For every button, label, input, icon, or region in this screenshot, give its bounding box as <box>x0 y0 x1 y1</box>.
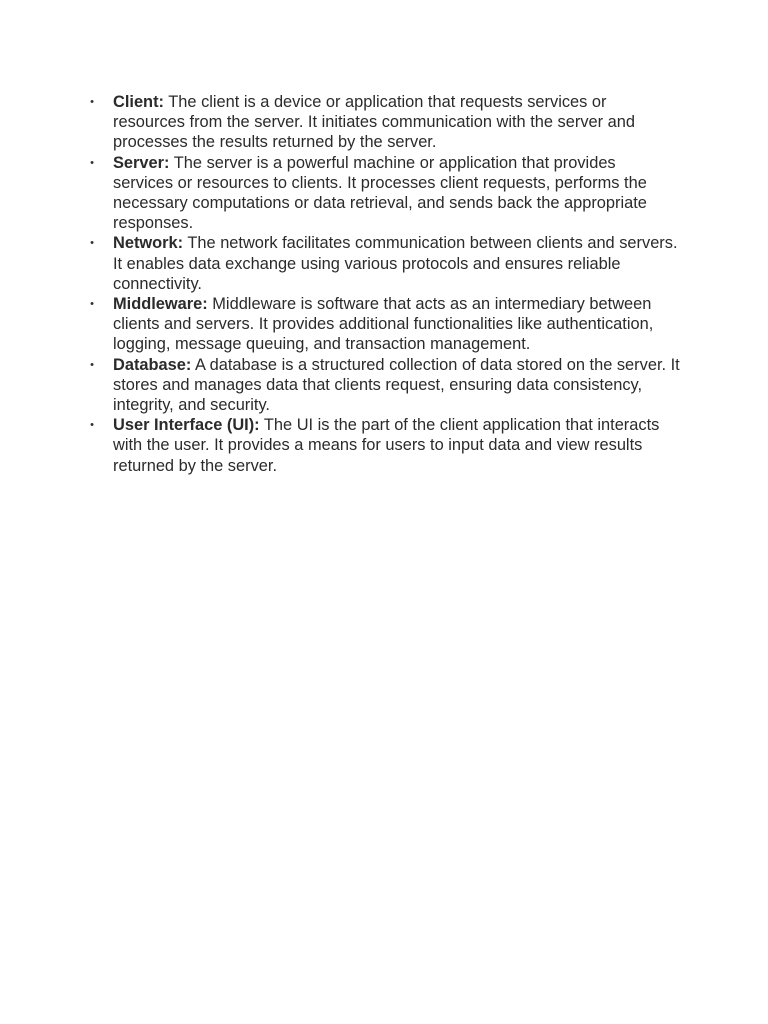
bullet-icon: • <box>90 237 94 250</box>
bullet-icon: • <box>90 358 94 371</box>
list-item-term: Client: <box>113 93 164 111</box>
bullet-icon: • <box>90 298 94 311</box>
bullet-icon: • <box>90 96 94 108</box>
document-page <box>0 92 768 476</box>
list-item-user-interface <box>0 415 768 476</box>
list-item-term: Middleware: <box>113 295 208 314</box>
list-item-term: Server: <box>113 153 170 172</box>
list-item-text: Middleware is software that acts as an intermediary between clients and servers. It provides additional functionalities like authentication, logging, message queuing, and transaction management. <box>113 295 654 354</box>
list-item-term: Database: <box>113 355 192 374</box>
list-item-term: User Interface (UI): <box>113 416 260 435</box>
list-item-client <box>0 92 768 153</box>
bullet-list <box>0 92 768 476</box>
list-item-server <box>0 153 768 234</box>
list-item-database <box>0 355 768 416</box>
list-item-term: Network: <box>113 234 184 253</box>
list-item-text: A database is a structured collection of data stored on the server. It stores and manages data that clients request, ensuring data consistency, integrity, and security. <box>113 355 680 415</box>
bullet-icon: • <box>90 419 94 432</box>
list-item-middleware <box>0 294 768 355</box>
list-item-text: The server is a powerful machine or application that provides services or resources to clients. It processes client requests, performs the necessary computations or data retrieval, and sends back the appropriate responses. <box>113 153 647 233</box>
list-item-network <box>0 233 768 294</box>
bullet-icon: • <box>90 156 94 169</box>
list-item-text: The network facilitates communication between clients and servers. It enables data exchange using various protocols and ensures reliable connectivity. <box>113 234 678 293</box>
list-item-text: The UI is the part of the client application that interacts with the user. It provides a means for users to input data and view results returned by the server. <box>113 416 660 475</box>
list-item-text: The client is a device or application that requests services or resources from the server. It initiates communication with the server and processes the results returned by the server. <box>113 93 635 152</box>
